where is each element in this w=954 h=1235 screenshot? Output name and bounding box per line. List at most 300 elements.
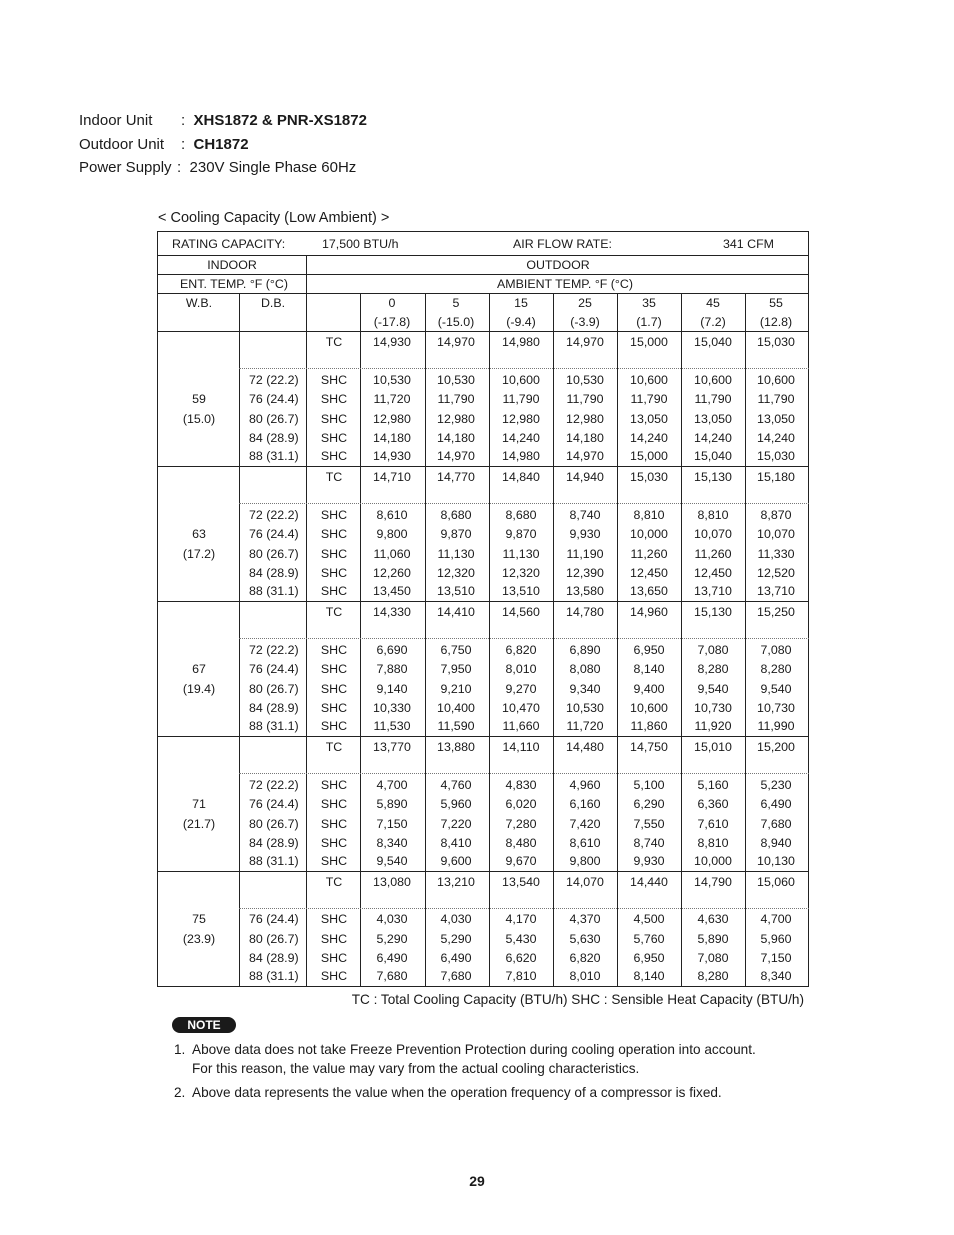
capacity-value: 4,700 [760,912,792,926]
capacity-value: 7,550 [633,817,665,831]
db-header: D.B. [260,296,286,310]
dry-bulb-temp: 76 (24.4) [249,797,299,811]
capacity-type: SHC [320,449,348,463]
capacity-value: 7,080 [760,643,792,657]
capacity-value: 10,470 [502,701,540,715]
capacity-type: SHC [320,566,348,580]
capacity-value: 7,280 [505,817,537,831]
capacity-value: 6,950 [633,643,665,657]
capacity-value: 5,760 [633,932,665,946]
capacity-value: 12,980 [502,412,540,426]
outdoor-unit-line [79,136,249,154]
capacity-value: 15,060 [757,875,795,889]
ambient-temp-c: (-15.0) [437,315,475,329]
capacity-value: 5,290 [376,932,408,946]
capacity-value: 14,440 [630,875,668,889]
capacity-value: 14,070 [566,875,604,889]
dry-bulb-temp: 80 (26.7) [249,932,299,946]
capacity-value: 11,720 [373,392,411,406]
capacity-value: 14,240 [502,431,540,445]
table-rule [158,331,809,332]
ambient-temp-c: (12.8) [759,315,793,329]
ambient-temp-f: 45 [706,296,720,310]
capacity-value: 15,010 [694,740,732,754]
capacity-value: 14,480 [566,740,604,754]
table-dotted-rule [239,368,809,369]
note-text: Above data represents the value when the operation frequency of a compressor is fixed. [192,1085,722,1100]
capacity-value: 4,030 [440,912,472,926]
capacity-value: 7,950 [440,662,472,676]
capacity-value: 6,690 [376,643,408,657]
capacity-value: 8,810 [697,836,729,850]
capacity-value: 15,200 [757,740,795,754]
capacity-value: 8,280 [697,662,729,676]
capacity-type: SHC [320,392,348,406]
capacity-value: 5,960 [760,932,792,946]
capacity-value: 8,740 [569,508,601,522]
indoor-header: INDOOR [207,258,257,272]
capacity-value: 12,260 [373,566,411,580]
dry-bulb-temp: 84 (28.9) [249,701,299,715]
capacity-value: 6,490 [376,951,408,965]
capacity-type: SHC [320,584,348,598]
capacity-value: 6,950 [633,951,665,965]
wet-bulb-f: 75 [192,912,206,926]
capacity-value: 8,010 [569,969,601,983]
capacity-type: TC [325,875,343,889]
capacity-value: 6,820 [505,643,537,657]
capacity-value: 14,710 [373,470,411,484]
capacity-value: 10,400 [437,701,475,715]
table-column-rule [425,293,426,987]
capacity-value: 13,080 [373,875,411,889]
capacity-value: 8,810 [633,508,665,522]
table-column-rule [239,293,240,987]
capacity-type: SHC [320,719,348,733]
capacity-value: 15,030 [757,335,795,349]
capacity-type: SHC [320,778,348,792]
cooling-capacity-table [157,231,809,987]
dry-bulb-temp: 80 (26.7) [249,682,299,696]
capacity-value: 10,600 [630,701,668,715]
capacity-value: 9,600 [440,854,472,868]
note-text: Above data does not take Freeze Prevention Protection during cooling operation into account. [192,1042,756,1057]
table-column-rule [489,293,490,987]
capacity-value: 7,680 [376,969,408,983]
dry-bulb-temp: 88 (31.1) [249,584,299,598]
outdoor-unit-label: Outdoor Unit [79,136,165,153]
capacity-type: SHC [320,817,348,831]
ambient-temp-f: 15 [514,296,528,310]
capacity-type: SHC [320,527,348,541]
capacity-value: 14,180 [437,431,475,445]
power-supply-line [79,159,356,177]
note-number: 2. [174,1085,186,1100]
capacity-value: 11,990 [757,719,795,733]
capacity-value: 10,000 [630,527,668,541]
capacity-value: 14,970 [437,449,475,463]
capacity-value: 11,330 [757,547,795,561]
capacity-value: 11,260 [630,547,668,561]
capacity-value: 12,450 [694,566,732,580]
ambient-temp-c: (-9.4) [506,315,536,329]
capacity-value: 12,320 [437,566,475,580]
note-item-2 [174,1083,722,1102]
capacity-value: 11,790 [694,392,732,406]
table-rule [158,736,809,737]
capacity-value: 4,630 [697,912,729,926]
rating-value: 17,500 BTU/h [322,237,399,251]
capacity-type: TC [325,335,343,349]
capacity-value: 8,610 [376,508,408,522]
capacity-value: 10,070 [694,527,732,541]
capacity-value: 13,710 [694,584,732,598]
capacity-type: TC [325,470,343,484]
capacity-value: 14,970 [566,449,604,463]
capacity-value: 13,450 [373,584,411,598]
capacity-value: 9,540 [376,854,408,868]
capacity-value: 12,390 [566,566,604,580]
capacity-value: 8,010 [505,662,537,676]
capacity-value: 10,600 [630,373,668,387]
capacity-type: TC [325,740,343,754]
capacity-value: 10,070 [757,527,795,541]
capacity-value: 15,130 [694,470,732,484]
capacity-value: 11,860 [630,719,668,733]
table-column-rule [306,255,307,987]
table-rule [158,871,809,872]
capacity-type: SHC [320,951,348,965]
capacity-value: 10,600 [502,373,540,387]
capacity-value: 4,030 [376,912,408,926]
table-dotted-rule [239,773,809,774]
capacity-value: 9,870 [440,527,472,541]
capacity-value: 9,540 [697,682,729,696]
capacity-value: 10,730 [694,701,732,715]
capacity-value: 7,680 [760,817,792,831]
capacity-value: 4,370 [569,912,601,926]
colon: : [181,112,186,129]
ambient-temp-f: 35 [642,296,656,310]
capacity-value: 9,870 [505,527,537,541]
capacity-value: 7,080 [697,951,729,965]
capacity-value: 4,760 [440,778,472,792]
indoor-unit-label: Indoor Unit [79,112,153,129]
capacity-type: SHC [320,932,348,946]
dry-bulb-temp: 88 (31.1) [249,449,299,463]
capacity-value: 6,020 [505,797,537,811]
capacity-value: 5,890 [697,932,729,946]
airflow-label: AIR FLOW RATE: [513,237,612,251]
capacity-value: 14,980 [502,449,540,463]
table-rule [158,601,809,602]
capacity-value: 14,960 [630,605,668,619]
capacity-value: 11,790 [757,392,795,406]
capacity-value: 13,050 [630,412,668,426]
capacity-value: 6,290 [633,797,665,811]
capacity-value: 8,280 [760,662,792,676]
capacity-value: 5,630 [569,932,601,946]
colon: : [181,136,186,153]
capacity-value: 14,330 [373,605,411,619]
capacity-value: 8,680 [440,508,472,522]
capacity-value: 11,790 [566,392,604,406]
capacity-value: 9,140 [376,682,408,696]
note-text: For this reason, the value may vary from the actual cooling characteristics. [192,1061,640,1076]
capacity-value: 13,050 [694,412,732,426]
capacity-value: 14,750 [630,740,668,754]
wet-bulb-f: 59 [192,392,206,406]
capacity-value: 12,450 [630,566,668,580]
capacity-value: 8,480 [505,836,537,850]
capacity-value: 15,030 [757,449,795,463]
capacity-value: 6,890 [569,643,601,657]
table-column-rule [617,293,618,987]
capacity-value: 13,210 [437,875,475,889]
capacity-type: SHC [320,854,348,868]
capacity-value: 6,490 [760,797,792,811]
table-rule [158,293,809,294]
table-column-rule [553,293,554,987]
table-rule [158,255,809,256]
capacity-value: 10,730 [757,701,795,715]
capacity-type: SHC [320,682,348,696]
capacity-value: 9,930 [569,527,601,541]
capacity-value: 14,770 [437,470,475,484]
capacity-value: 14,410 [437,605,475,619]
ambient-temp-header: AMBIENT TEMP. °F (°C) [497,277,633,291]
capacity-value: 13,650 [630,584,668,598]
capacity-value: 9,540 [760,682,792,696]
capacity-value: 10,530 [566,373,604,387]
capacity-value: 10,600 [757,373,795,387]
dry-bulb-temp: 88 (31.1) [249,719,299,733]
capacity-value: 15,250 [757,605,795,619]
capacity-value: 10,530 [373,373,411,387]
capacity-value: 13,540 [502,875,540,889]
capacity-value: 8,940 [760,836,792,850]
capacity-value: 13,050 [757,412,795,426]
capacity-value: 4,700 [376,778,408,792]
dry-bulb-temp: 88 (31.1) [249,854,299,868]
note-badge: NOTE [172,1017,236,1033]
capacity-value: 9,800 [569,854,601,868]
rating-label: RATING CAPACITY: [172,237,286,251]
capacity-type: SHC [320,412,348,426]
capacity-value: 12,980 [566,412,604,426]
dry-bulb-temp: 88 (31.1) [249,969,299,983]
ambient-temp-f: 5 [452,296,460,310]
capacity-value: 14,180 [566,431,604,445]
capacity-value: 5,290 [440,932,472,946]
capacity-value: 4,960 [569,778,601,792]
ambient-temp-f: 55 [769,296,783,310]
dry-bulb-temp: 76 (24.4) [249,527,299,541]
capacity-value: 12,980 [437,412,475,426]
capacity-value: 14,840 [502,470,540,484]
capacity-value: 6,490 [440,951,472,965]
capacity-value: 11,130 [502,547,540,561]
capacity-value: 14,930 [373,335,411,349]
capacity-value: 8,340 [376,836,408,850]
capacity-value: 11,920 [694,719,732,733]
table-dotted-rule [239,908,809,909]
ambient-temp-c: (-3.9) [570,315,600,329]
capacity-value: 11,590 [437,719,475,733]
colon: : [177,159,182,176]
page-number: 29 [469,1173,485,1189]
table-rule [158,466,809,467]
capacity-value: 14,970 [566,335,604,349]
table-dotted-rule [239,638,809,639]
capacity-value: 6,820 [569,951,601,965]
table-caption: < Cooling Capacity (Low Ambient) > [158,210,390,226]
capacity-value: 8,680 [505,508,537,522]
capacity-value: 9,930 [633,854,665,868]
capacity-value: 7,810 [505,969,537,983]
ambient-temp-f: 25 [578,296,592,310]
capacity-value: 9,340 [569,682,601,696]
capacity-value: 14,930 [373,449,411,463]
ambient-temp-f: 0 [388,296,396,310]
capacity-value: 7,880 [376,662,408,676]
capacity-value: 8,610 [569,836,601,850]
outdoor-unit-value: CH1872 [193,136,249,153]
dry-bulb-temp: 72 (22.2) [249,508,299,522]
capacity-value: 5,960 [440,797,472,811]
wet-bulb-c: (23.9) [182,932,216,946]
wet-bulb-c: (17.2) [182,547,216,561]
power-supply-value: 230V Single Phase 60Hz [189,159,357,176]
capacity-type: SHC [320,643,348,657]
capacity-type: SHC [320,836,348,850]
capacity-value: 10,600 [694,373,732,387]
capacity-value: 14,780 [566,605,604,619]
capacity-value: 12,320 [502,566,540,580]
power-supply-label: Power Supply [79,159,172,176]
table-column-rule [360,293,361,987]
capacity-value: 8,740 [633,836,665,850]
wet-bulb-f: 71 [192,797,206,811]
ambient-temp-c: (-17.8) [373,315,411,329]
capacity-value: 13,770 [373,740,411,754]
capacity-value: 15,040 [694,449,732,463]
capacity-value: 5,100 [633,778,665,792]
capacity-value: 14,940 [566,470,604,484]
capacity-value: 14,790 [694,875,732,889]
ambient-temp-c: (7.2) [700,315,726,329]
indoor-ent-temp: ENT. TEMP. °F (°C) [180,277,288,291]
capacity-value: 14,110 [502,740,540,754]
capacity-value: 9,270 [505,682,537,696]
capacity-value: 7,420 [569,817,601,831]
capacity-value: 12,520 [757,566,795,580]
capacity-value: 9,670 [505,854,537,868]
note-number: 1. [174,1042,186,1057]
dry-bulb-temp: 80 (26.7) [249,412,299,426]
capacity-value: 14,240 [694,431,732,445]
capacity-type: SHC [320,373,348,387]
wet-bulb-f: 67 [192,662,206,676]
capacity-type: TC [325,605,343,619]
capacity-value: 13,880 [437,740,475,754]
capacity-value: 6,160 [569,797,601,811]
capacity-type: SHC [320,969,348,983]
airflow-value: 341 CFM [723,237,774,251]
capacity-value: 11,720 [566,719,604,733]
capacity-value: 11,260 [694,547,732,561]
capacity-value: 14,980 [502,335,540,349]
dry-bulb-temp: 84 (28.9) [249,951,299,965]
capacity-value: 5,430 [505,932,537,946]
capacity-value: 7,150 [376,817,408,831]
capacity-value: 13,510 [502,584,540,598]
capacity-value: 11,060 [373,547,411,561]
capacity-value: 10,530 [437,373,475,387]
wet-bulb-c: (21.7) [182,817,216,831]
capacity-value: 8,080 [569,662,601,676]
dry-bulb-temp: 72 (22.2) [249,643,299,657]
table-dotted-rule [239,503,809,504]
dry-bulb-temp: 76 (24.4) [249,912,299,926]
capacity-value: 10,330 [373,701,411,715]
capacity-value: 4,170 [505,912,537,926]
table-column-rule [681,293,682,987]
capacity-value: 8,340 [760,969,792,983]
capacity-value: 11,790 [502,392,540,406]
capacity-value: 10,000 [694,854,732,868]
capacity-value: 11,660 [502,719,540,733]
capacity-value: 9,400 [633,682,665,696]
capacity-value: 15,000 [630,449,668,463]
capacity-value: 12,980 [373,412,411,426]
capacity-value: 10,130 [757,854,795,868]
wet-bulb-c: (15.0) [182,412,216,426]
capacity-value: 14,180 [373,431,411,445]
indoor-unit-line [79,112,367,130]
capacity-value: 14,240 [630,431,668,445]
capacity-value: 5,160 [697,778,729,792]
capacity-value: 6,360 [697,797,729,811]
capacity-value: 7,080 [697,643,729,657]
capacity-value: 11,530 [373,719,411,733]
capacity-value: 6,620 [505,951,537,965]
dry-bulb-temp: 80 (26.7) [249,547,299,561]
wet-bulb-f: 63 [192,527,206,541]
capacity-value: 15,000 [630,335,668,349]
dry-bulb-temp: 80 (26.7) [249,817,299,831]
capacity-value: 7,680 [440,969,472,983]
capacity-value: 15,180 [757,470,795,484]
capacity-type: SHC [320,912,348,926]
legend-text: TC : Total Cooling Capacity (BTU/h) SHC : Sensible Heat Capacity (BTU/h) [351,992,804,1007]
capacity-type: SHC [320,662,348,676]
capacity-type: SHC [320,797,348,811]
capacity-value: 8,410 [440,836,472,850]
capacity-value: 14,970 [437,335,475,349]
dry-bulb-temp: 76 (24.4) [249,392,299,406]
capacity-type: SHC [320,547,348,561]
capacity-value: 9,800 [376,527,408,541]
ambient-temp-c: (1.7) [636,315,662,329]
capacity-value: 8,280 [697,969,729,983]
capacity-value: 11,790 [437,392,475,406]
capacity-value: 5,890 [376,797,408,811]
dry-bulb-temp: 84 (28.9) [249,431,299,445]
table-rule [158,274,809,275]
capacity-value: 6,750 [440,643,472,657]
capacity-type: SHC [320,431,348,445]
